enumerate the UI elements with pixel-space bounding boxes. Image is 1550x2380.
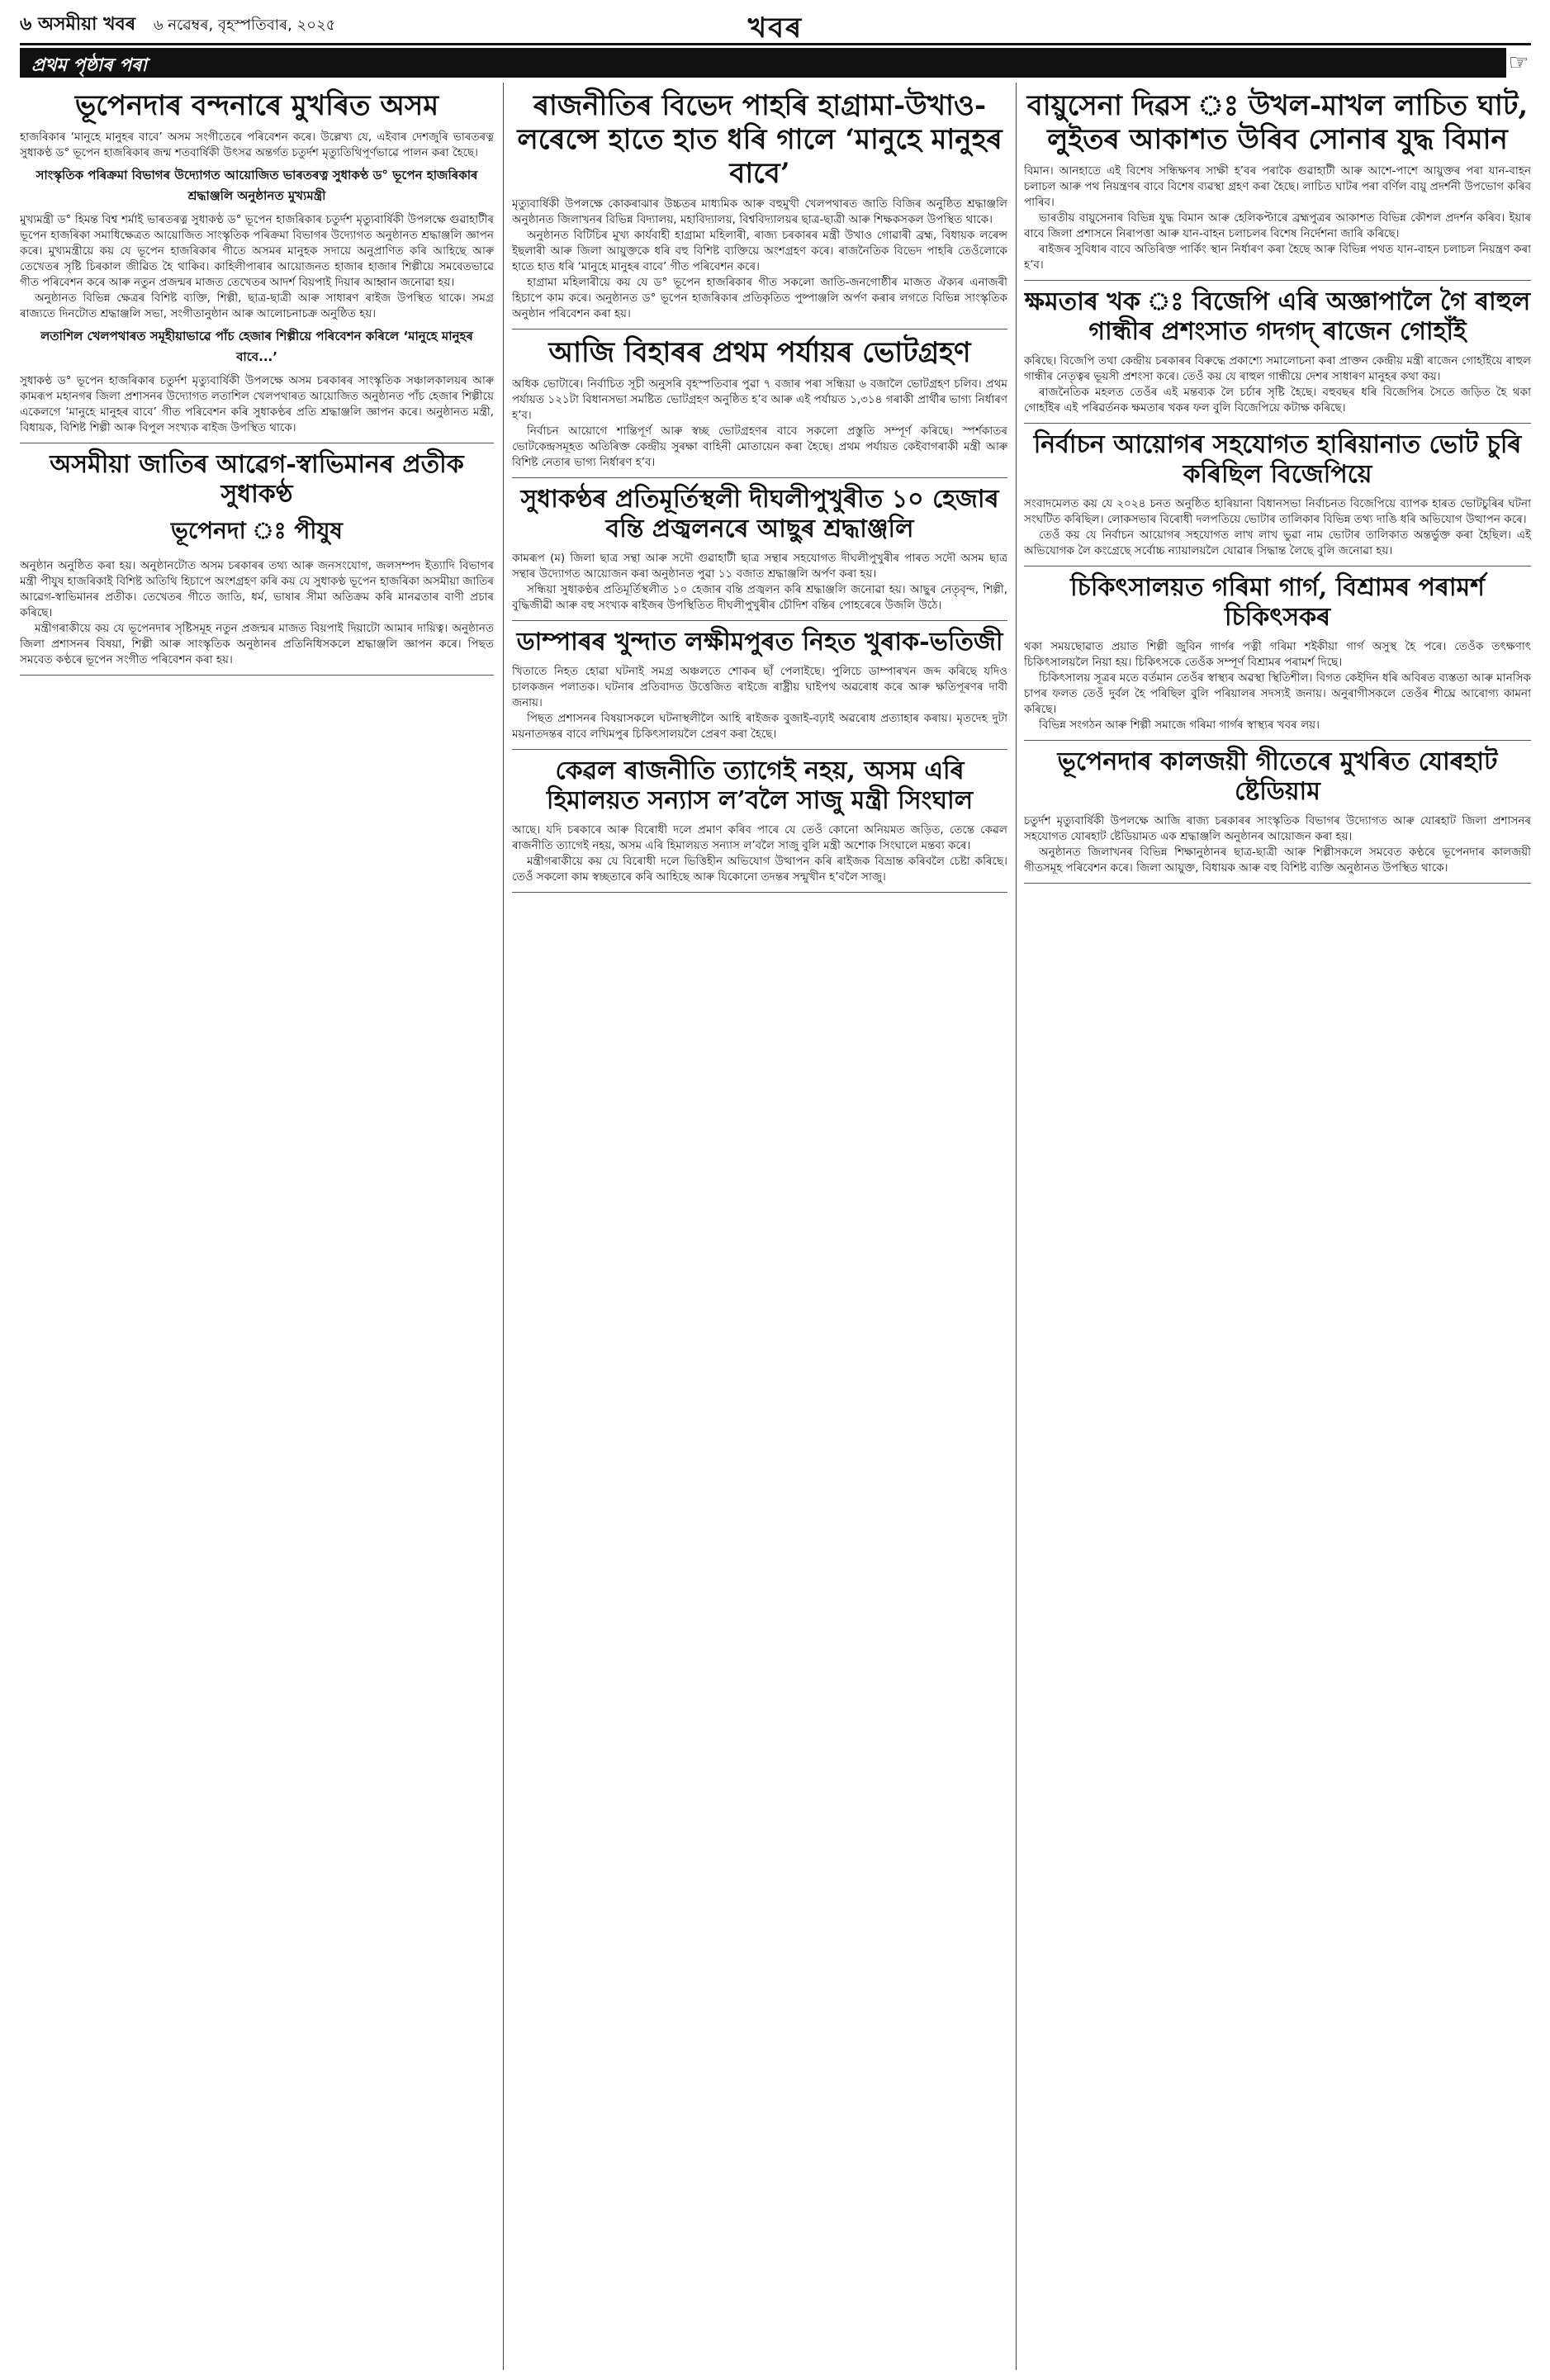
column-1 [20, 83, 494, 2370]
article-jorhat [1024, 741, 1531, 884]
headline: বায়ুসেনা দিৱস ঃ উখল-মাখল লাচিত ঘাট, লুইতৰ আকাশত উৰিব সোনাৰ যুদ্ধ বিমান [1026, 89, 1529, 156]
masthead [20, 7, 1531, 45]
article-text: অনুষ্ঠানত বিটিচিৰ মুখ্য কাৰ্যবাহী হাগ্ৰামা মহিলাৰী, ৰাজ্য চৰকাৰৰ মন্ত্ৰী উখাও গোৱাৰী ব্ৰহ্ম, বিধায়ক লৰেন্স ইছলাৰী আৰু জিলা আয়ুক্তকে ধৰি বহু বিশিষ্ট ব্যক্তিয়ে অংশগ্ৰহণ কৰে। ৰাজনৈতিক বিভেদ পাহৰি তেওঁলোকে হাতে হাত ধৰি ‘মানুহে মানুহৰ বাবে’ গীত পৰিবেশন কৰে। [512, 229, 1007, 274]
page-title: খবৰ [747, 12, 803, 45]
pointing-hand-icon: ☞ [1508, 49, 1529, 76]
article-text: হাজৰিকাৰ ‘মানুহে মানুহৰ বাবে’ অসম সংগীতেৰে পৰিবেশন কৰে। উল্লেখ্য যে, এইবাৰ দেশজুৰি ভাৰতৰত্ন সুধাকণ্ঠ ড° ভূপেন হাজৰিকাৰ জন্ম শতবাৰ্ষিকী উৎসৱ অন্তৰ্গত চতুৰ্দশ মৃত্যুতিথিপূৰ্ণভাৱে পালন কৰা হৈছে। [20, 130, 494, 159]
article-ec [1024, 424, 1531, 567]
article-text: পিছত প্ৰশাসনৰ বিষয়াসকলে ঘটনাস্থলীলৈ আহি ৰাইজক বুজাই-বঢ়াই অৱৰোধ প্ৰত্যাহাৰ কৰায়। মৃতদেহ দুটা ময়নাতদন্তৰ বাবে লখিমপুৰ চিকিৎসালয়লৈ প্ৰেৰণ কৰা হৈছে। [512, 712, 1007, 742]
article-text: ৰাজনৈতিক মহলত তেওঁৰ এই মন্তব্যক লৈ চৰ্চাৰ সৃষ্টি হৈছে। বহুবছৰ ধৰি বিজেপিৰ সৈতে জড়িত হৈ থকা গোহাঁইৰ এই পৰিৱৰ্তনক ক্ষমতাৰ খকৰ ফল বুলি বিজেপিয়ে কটাক্ষ কৰিছে। [1024, 385, 1531, 415]
article-text: মন্ত্ৰীগৰাকীয়ে কয় যে ভূপেনদাৰ সৃষ্টিসমূহ নতুন প্ৰজন্মৰ মাজত বিয়পাই দিয়াটো আমাৰ দায়িত্ব। অনুষ্ঠানত জিলা প্ৰশাসনৰ বিষয়া, শিল্পী আৰু সাংস্কৃতিক অনুষ্ঠানৰ প্ৰতিনিধিসকলে শ্ৰদ্ধাঞ্জলি জ্ঞাপন কৰে। পিছত সমবেত কণ্ঠৰে ভূপেন সংগীত পৰিবেশন কৰা হয়। [20, 621, 494, 666]
article-text: অনুষ্ঠান অনুষ্ঠিত কৰা হয়। অনুষ্ঠানটোত অসম চৰকাৰৰ তথ্য আৰু জনসংযোগ, জলসম্পদ ইত্যাদি বিভাগৰ মন্ত্ৰী পীযুষ হাজৰিকাই বিশিষ্ট অতিথি হিচাপে অংশগ্ৰহণ কৰি কয় যে সুধাকণ্ঠ ভূপেন হাজৰিকা অসমীয়া জাতিৰ আৱেগ-স্বাভিমানৰ প্ৰতীক। তেখেতৰ গীতে জাতি, ধৰ্ম, ভাষাৰ সীমা অতিক্ৰম কৰি মানৱতাৰ বাণী প্ৰচাৰ কৰিছে। [20, 558, 494, 619]
article-text: মুখ্যমন্ত্ৰী ড° হিমন্ত বিশ্ব শৰ্মাই ভাৰতৰত্ন সুধাকণ্ঠ ড° ভূপেন হাজৰিকাৰ চতুৰ্দশ মৃত্যুবাৰ্ষিকী উপলক্ষে গুৱাহাটীৰ ভূপেন হাজৰিকা সমাধিক্ষেত্ৰত আয়োজিত সাংস্কৃতিক পৰিক্ৰমা বিভাগৰ উদ্যোগত অনুষ্ঠানত শ্ৰদ্ধাঞ্জলি জ্ঞাপন কৰে। মুখ্যমন্ত্ৰীয়ে কয় যে ভূপেন হাজৰিকাৰ গীতে অসমৰ মানুহক সদায়ে অনুপ্ৰাণিত কৰি আহিছে আৰু তেখেতৰ সৃষ্টি চিৰকাল জীৱিত হৈ থাকিব। কাহিলীপাৰাৰ আয়োজনত হাজাৰ হাজাৰ শিল্পীয়ে সমবেতভাৱে গীত পৰিবেশন কৰে আৰু নতুন প্ৰজন্মৰ মাজত তেখেতৰ আদৰ্শ বিয়পাই দিয়াৰ আহ্বান জনোৱা হয়। [20, 212, 494, 289]
column-divider [503, 83, 504, 2370]
headline: কেৱল ৰাজনীতি ত্যাগেই নহয়, অসম এৰি হিমালয়ত সন্যাস ল’বলৈ সাজু মন্ত্ৰী সিংঘাল [546, 756, 974, 816]
article-text: নিৰ্বাচন আয়োগে শান্তিপূৰ্ণ আৰু স্বচ্ছ ভোটগ্ৰহণৰ বাবে সকলো প্ৰস্তুতি সম্পূৰ্ণ কৰিছে। স্পৰ্শকাতৰ ভোটকেন্দ্ৰসমূহত অতিৰিক্ত কেন্দ্ৰীয় সুৰক্ষা বাহিনী মোতায়েন কৰা হৈছে। প্ৰথম পৰ্যায়ত কেইবাগৰাকী মন্ত্ৰী আৰু বিশিষ্ট নেতাৰ ভাগ্য নিৰ্ধাৰণ হ’ব। [512, 424, 1007, 470]
article-text: ৰাইজৰ সুবিধাৰ বাবে অতিৰিক্ত পাৰ্কিং স্থান নিৰ্ধাৰণ কৰা হৈছে আৰু বিভিন্ন পথত যান-বাহন চলাচল নিয়ন্ত্ৰণ কৰা হ’ব। [1024, 242, 1531, 272]
article-text: থকা সময়ছোৱাত প্ৰয়াত শিল্পী জুবিন গাৰ্গৰ পত্নী গৰিমা শইকীয়া গাৰ্গ অসুস্থ হৈ পৰে। তেওঁক তৎক্ষণাৎ চিকিৎসালয়লৈ নিয়া হয়। চিকিৎসকে তেওঁক সম্পূৰ্ণ বিশ্ৰামৰ পৰামৰ্শ দিছে। [1024, 639, 1531, 669]
article-dighalipukhuri [512, 478, 1007, 621]
article-text: কামৰূপ (ম) জিলা ছাত্ৰ সন্থা আৰু সদৌ গুৱাহাটী ছাত্ৰ সন্থাৰ সহযোগত দীঘলীপুখুৰীৰ পাৰত সদৌ অসম ছাত্ৰ সন্থাৰ উদ্যোগত আয়োজন কৰা অনুষ্ঠানত পুৱা ১১ বজাত শ্ৰদ্ধাঞ্জলি অৰ্পণ কৰা হয়। [512, 552, 1007, 581]
article-text: বিভিন্ন সংগঠন আৰু শিল্পী সমাজে গৰিমা গাৰ্গৰ স্বাস্থ্যৰ খবৰ লয়। [1039, 718, 1320, 732]
headline: ভূপেনদাৰ কালজয়ী গীতেৰে মুখৰিত যোৰহাট ষ্টেডিয়াম [1057, 747, 1498, 806]
headline: চিকিৎসালয়ত গৰিমা গাৰ্গ, বিশ্ৰামৰ পৰামৰ্শ চিকিৎসকৰ [1070, 572, 1485, 632]
headline: সুধাকণ্ঠৰ প্ৰতিমূৰ্তিস্থলী দীঘলীপুখুৰীত ১০ হেজাৰ বন্তি প্ৰজ্বলনৰে আছুৰ শ্ৰদ্ধাঞ্জলি [520, 485, 999, 544]
article-rahul [1024, 281, 1531, 424]
sub-headline: লতাশিল খেলপথাৰত সমূহীয়াভাৱে পাঁচ হেজাৰ শিল্পীয়ে পৰিবেশন কৰিলে ‘মানুহে মানুহৰ বাবে...’ [40, 328, 473, 364]
article-text: মৃত্যুবাৰ্ষিকী উপলক্ষে কোকৰাঝাৰ উচ্চতৰ মাধ্যমিক আৰু বহুমুখী খেলপথাৰত জাতি বিজিৰ অনুষ্ঠিত শ্ৰদ্ধাঞ্জলি অনুষ্ঠানত জিলাখনৰ বিভিন্ন বিদ্যালয়, মহাবিদ্যালয়, বিশ্ববিদ্যালয়ৰ ছাত্ৰ-ছাত্ৰী আৰু শিক্ষকসকল উপস্থিত থাকে। [512, 197, 1007, 227]
headline: ৰাজনীতিৰ বিভেদ পাহৰি হাগ্ৰামা-উখাও-লৰেন্সে হাতে হাত ধৰি গালে ‘মানুহে মানুহৰ বাবে’ [517, 89, 1003, 190]
article-text: আছে। যদি চৰকাৰে আৰু বিৰোধী দলে প্ৰমাণ কৰিব পাৰে যে তেওঁ কোনো অনিয়মত জড়িত, তেন্তে কেৱল ৰাজনীতি ত্যাগেই নহয়, অসম এৰি হিমালয়ত সন্যাস ল’বলৈ সাজু বুলি মন্ত্ৰী অশোক সিংঘালে মন্তব্য কৰে। [512, 823, 1007, 853]
headline: আজি বিহাৰৰ প্ৰথম পৰ্যায়ৰ ভোটগ্ৰহণ [548, 336, 971, 370]
page-number: ৬ [20, 14, 32, 35]
article-text: কৰিছে। বিজেপি তথা কেন্দ্ৰীয় চৰকাৰৰ বিৰুদ্ধে প্ৰকাশ্যে সমালোচনা কৰা প্ৰাক্তন কেন্দ্ৰীয় মন্ত্ৰী ৰাজেন গোহাঁইয়ে ৰাহুল গান্ধীৰ নেতৃত্বৰ ভূয়সী প্ৰশংসা কৰে। তেওঁ কয় যে ৰাহুল গান্ধীয়ে দেশৰ সাধাৰণ মানুহৰ কথা কয়। [1024, 353, 1531, 383]
article-text: সন্ধিয়া সুধাকণ্ঠৰ প্ৰতিমূৰ্তিস্থলীত ১০ হেজাৰ বন্তি প্ৰজ্বলন কৰি শ্ৰদ্ধাঞ্জলি জনোৱা হয়। আছুৰ নেতৃবৃন্দ, শিল্পী, বুদ্ধিজীৱী আৰু বহু সংখ্যক ৰাইজৰ উপস্থিতিত দীঘলীপুখুৰীৰ চৌদিশ বন্তিৰ পোহৰেৰে উজলি উঠে। [512, 583, 1007, 613]
article-singhal [512, 750, 1007, 893]
article-text: অনুষ্ঠানত বিভিন্ন ক্ষেত্ৰৰ বিশিষ্ট ব্যক্তি, শিল্পী, ছাত্ৰ-ছাত্ৰী আৰু সাধাৰণ ৰাইজ উপস্থিত থাকে। সমগ্ৰ ৰাজ্যতে দিনটোত শ্ৰদ্ধাঞ্জলি সভা, সংগীতানুষ্ঠান আৰু আলোচনাচক্ৰ অনুষ্ঠিত হয়। [20, 291, 494, 320]
sub-headline: সাংস্কৃতিক পৰিক্ৰমা বিভাগৰ উদ্যোগত আয়োজিত ভাৰতৰত্ন সুধাকণ্ঠ ড° ভূপেন হাজৰিকাৰ শ্ৰদ্ধাঞ্জলি অনুষ্ঠানত মুখ্যমন্ত্ৰী [36, 167, 478, 203]
article-text: সংবাদমেলত কয় যে ২০২৪ চনত অনুষ্ঠিত হাৰিয়ানা বিধানসভা নিৰ্বাচনত বিজেপিয়ে ব্যাপক হাৰত ভোটচুৰিৰ ঘটনা সংঘটিত কৰিছিল। লোকসভাৰ বিৰোধী দলপতিয়ে ভোটাৰ তালিকাৰ বিভিন্ন তথ্য দাঙি ধৰি অভিযোগ উত্থাপন কৰে। [1024, 496, 1531, 526]
article-text: তেওঁ কয় যে নিৰ্বাচন আয়োগৰ সহযোগত লাখ লাখ ভুৱা নাম ভোটাৰ তালিকাত অন্তৰ্ভুক্ত কৰা হৈছিল। এই অভিযোগক লৈ কংগ্ৰেছে সৰ্বোচ্চ ন্যায়ালয়লৈ যোৱাৰ সিদ্ধান্ত লৈছে বুলি জনোৱা হয়। [1024, 528, 1531, 557]
section-bar [20, 48, 1529, 78]
article-text: অধিক ভোটাৰে। নিৰ্বাচিত সূচী অনুসৰি বৃহস্পতিবাৰ পুৱা ৭ বজাৰ পৰা সন্ধিয়া ৬ বজালৈ ভোটগ্ৰহণ চলিব। প্ৰথম পৰ্যায়ত ১২১টা বিধানসভা সমষ্টিত ভোটগ্ৰহণ অনুষ্ঠিত হ’ব আৰু এই পৰ্যায়ত ১,৩১৪ গৰাকী প্ৰাৰ্থীৰ ভাগ্য নিৰ্ধাৰণ হ’ব। [512, 377, 1007, 423]
article-text: মন্ত্ৰীগৰাকীয়ে কয় যে বিৰোধী দলে ভিত্তিহীন অভিযোগ উত্থাপন কৰি ৰাইজক বিভ্ৰান্ত কৰিবলৈ চেষ্টা কৰিছে। তেওঁ সকলো কাম স্বচ্ছতাৰে কৰি আহিছে আৰু যিকোনো তদন্তৰ সন্মুখীন হ’বলৈ সাজু। [512, 855, 1007, 884]
article-pijush [20, 443, 494, 676]
article-text: ভাৰতীয় বায়ুসেনাৰ বিভিন্ন যুদ্ধ বিমান আৰু হেলিকপ্টাৰে ব্ৰহ্মপুত্ৰৰ আকাশত বিভিন্ন কৌশল প্ৰদৰ্শন কৰিব। ইয়াৰ বাবে জিলা প্ৰশাসনে নিৰাপত্তা আৰু যান-বাহন চলাচলৰ বিশেষ নিৰ্দেশনা জাৰি কৰিছে। [1024, 211, 1531, 240]
article-text: বিমান। আনহাতে এই বিশেষ সন্ধিক্ষণৰ সাক্ষী হ’বৰ পৰাকৈ গুৱাহাটী আৰু আশে-পাশে আয়ুক্তৰ পৰা যান-বাহন চলাচল আৰু পথ নিয়ন্ত্ৰণৰ বাবে বিশেষ ব্যৱস্থা গ্ৰহণ কৰা হৈছে। লাচিত ঘাটৰ পৰা বৰ্ণিল বায়ু প্ৰদৰ্শনী উপভোগ কৰিব পাৰিব। [1024, 164, 1531, 209]
article-text: অনুষ্ঠানত জিলাখনৰ বিভিন্ন শিক্ষানুষ্ঠানৰ ছাত্ৰ-ছাত্ৰী আৰু শিল্পীসকলে সমবেত কণ্ঠৰে ভূপেনদাৰ কালজয়ী গীতসমূহ পৰিবেশন কৰে। জিলা আয়ুক্ত, বিধায়ক আৰু বহু বিশিষ্ট ব্যক্তি অনুষ্ঠানত উপস্থিত থাকে। [1024, 845, 1531, 875]
article-iaf [1024, 83, 1531, 281]
article-bhupen-mukharita [20, 83, 494, 443]
headline: নিৰ্বাচন আয়োগৰ সহযোগত হাৰিয়ানাত ভোট চুৰি কৰিছিল বিজেপিয়ে [1033, 429, 1522, 489]
issue-date: ৬ নৱেম্বৰ, বৃহস্পতিবাৰ, ২০২৫ [153, 17, 336, 34]
article-lakhimpur [512, 621, 1007, 750]
article-hagrama [512, 83, 1007, 330]
article-text: চিকিৎসালয় সূত্ৰৰ মতে বৰ্তমান তেওঁৰ স্বাস্থ্যৰ অৱস্থা স্থিতিশীল। বিগত কেইদিন ধৰি অবিৰত ব্যস্ততা আৰু মানসিক চাপৰ ফলত তেওঁ দুৰ্বল হৈ পৰিছিল বুলি পৰিয়ালৰ সদস্যই জনায়। অনুৰাগীসকলে তেওঁৰ শীঘ্ৰে আৰোগ্য কামনা কৰিছে। [1024, 671, 1531, 716]
article-text: খিতাতে নিহত হোৱা ঘটনাই সমগ্ৰ অঞ্চলতে শোকৰ ছাঁ পেলাইছে। পুলিচে ডাম্পাৰখন জব্দ কৰিছে যদিও চালকজন পলাতক। ঘটনাৰ প্ৰতিবাদত উত্তেজিত ৰাইজে ৰাষ্ট্ৰীয় ঘাইপথ অৱৰোধ কৰে আৰু ক্ষতিপূৰণৰ দাবী জনায়। [512, 665, 1007, 710]
article-garima [1024, 567, 1531, 741]
column-divider [1016, 83, 1017, 2370]
article-text: সুধাকণ্ঠ ড° ভূপেন হাজৰিকাৰ চতুৰ্দশ মৃত্যুবাৰ্ষিকী উপলক্ষে অসম চৰকাৰৰ সাংস্কৃতিক সঞ্চালকালয়ৰ আৰু কামৰূপ মহানগৰ জিলা প্ৰশাসনৰ উদ্যোগত লতাশিল খেলপথাৰত আয়োজিত অনুষ্ঠানত পাঁচ হেজাৰ শিল্পীয়ে একেলগে ‘মানুহে মানুহৰ বাবে’ গীত পৰিবেশন কৰি সুধাকণ্ঠৰ প্ৰতি শ্ৰদ্ধাঞ্জলি জ্ঞাপন কৰে। অনুষ্ঠানত মন্ত্ৰী, বিধায়ক, বিশিষ্ট শিল্পী আৰু বিপুল সংখ্যক ৰাইজ উপস্থিত থাকে। [20, 373, 494, 434]
article-text: হাগ্ৰামা মহিলাৰীয়ে কয় যে ড° ভূপেন হাজৰিকাৰ গীত সকলো জাতি-জনগোষ্ঠীৰ মাজত ঐক্যৰ এনাজৰী হিচাপে কাম কৰে। অনুষ্ঠানত ড° ভূপেন হাজৰিকাৰ প্ৰতিকৃতিত পুষ্পাঞ্জলি অৰ্পণ কৰাৰ লগতে বিভিন্ন সাংস্কৃতিক অনুষ্ঠান পৰিবেশন কৰা হয়। [512, 276, 1007, 321]
column-2 [512, 83, 1007, 2370]
column-3 [1024, 83, 1531, 2370]
headline: ভূপেনদাৰ বন্দনাৰে মুখৰিত অসম [74, 89, 439, 122]
headline: ক্ষমতাৰ খক ঃ বিজেপি এৰি অজ্ঞাপালৈ গৈ ৰাহুল গান্ধীৰ প্ৰশংসাত গদগদ্ ৰাজেন গোহাঁই [1024, 287, 1531, 346]
byline: ভূপেনদা ঃ পীযুষ [171, 516, 343, 544]
headline: ডাম্পাৰৰ খুন্দাত লক্ষীমপুৰত নিহত খুৰাক-ভতিজী [516, 628, 1003, 657]
section-label: প্ৰথম পৃষ্ঠাৰ পৰা [31, 55, 147, 76]
article-text: চতুৰ্দশ মৃত্যুবাৰ্ষিকী উপলক্ষে আজি ৰাজ্য চৰকাৰৰ সাংস্কৃতিক বিভাগৰ উদ্যোগত আৰু যোৰহাট জিলা প্ৰশাসনৰ সহযোগত যোৰহাট ষ্টেডিয়ামত এক শ্ৰদ্ধাঞ্জলি অনুষ্ঠানৰ আয়োজন কৰা হয়। [1024, 813, 1531, 843]
paper-name: অসমীয়া খবৰ [37, 14, 136, 35]
headline: অসমীয়া জাতিৰ আৱেগ-স্বাভিমানৰ প্ৰতীক সুধাকণ্ঠ [50, 449, 464, 509]
article-bihar [512, 330, 1007, 478]
